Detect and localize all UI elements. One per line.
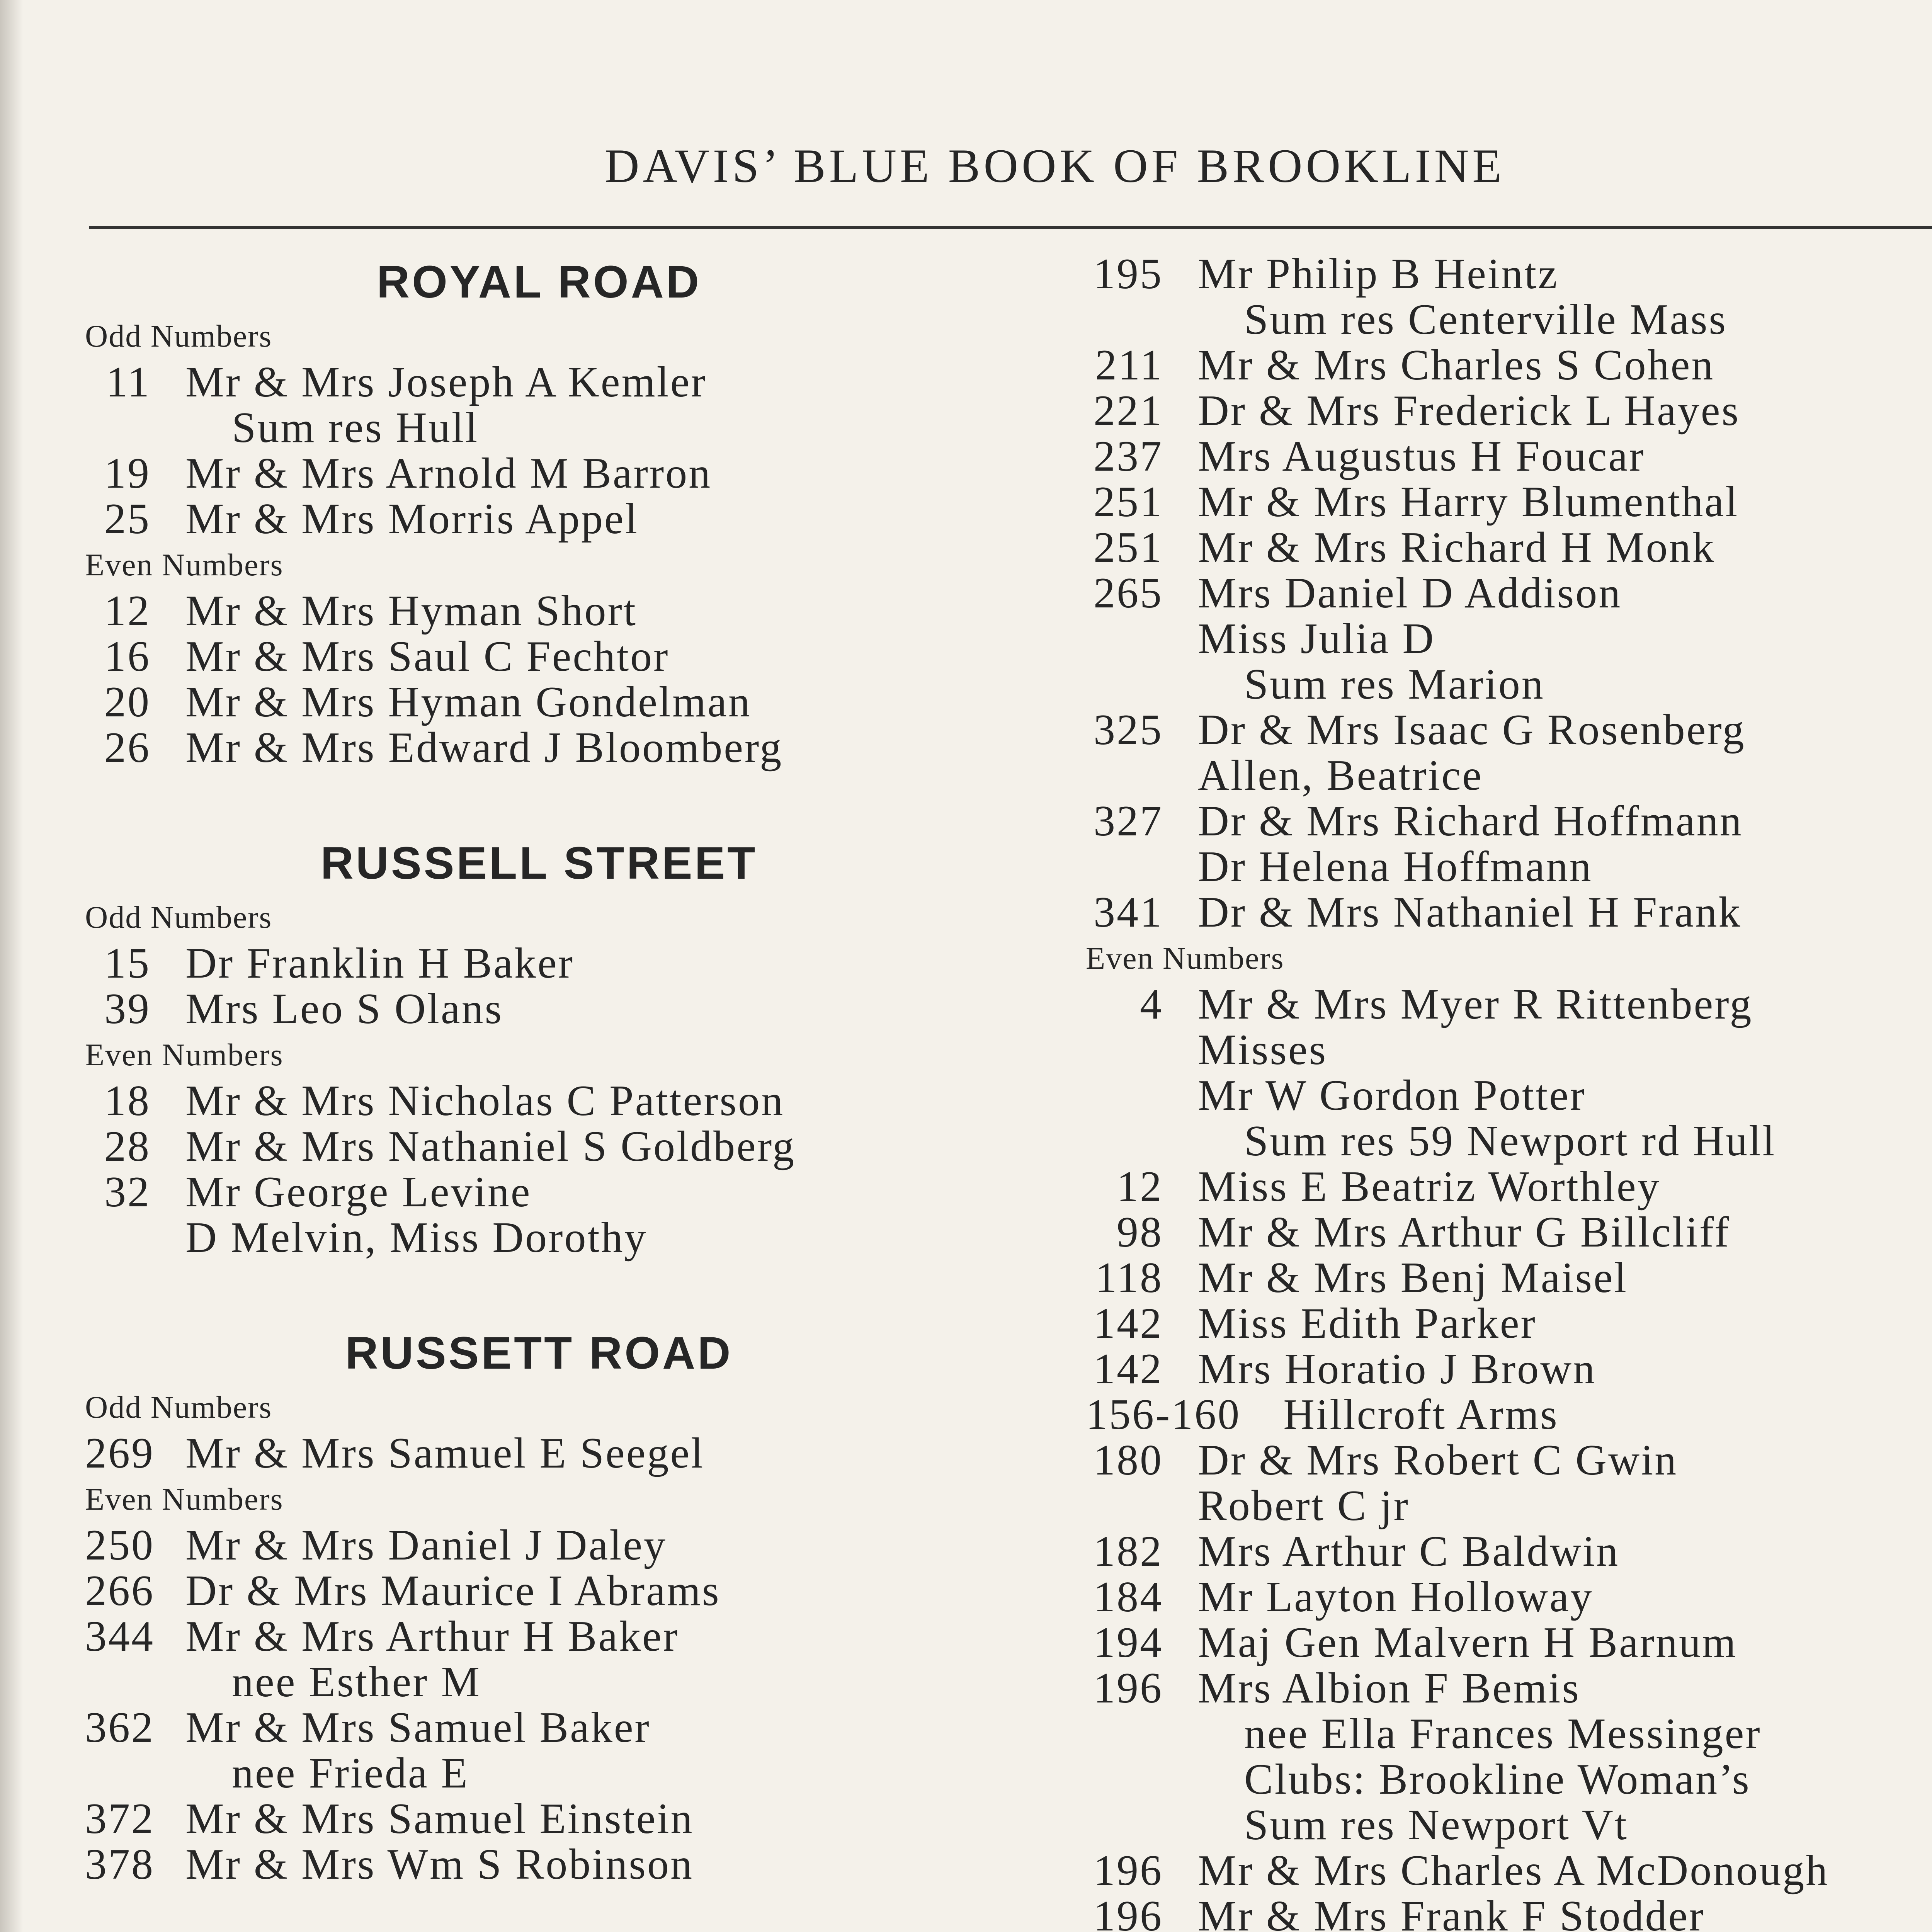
resident-lines	[1198, 707, 1932, 798]
resident-line: Dr & Mrs Richard Hoffmann	[1198, 797, 1743, 845]
directory-entry	[85, 359, 993, 451]
directory-entry	[85, 1169, 993, 1260]
house-number: 98	[1117, 1208, 1163, 1256]
resident-line: Sum res Marion	[1244, 660, 1545, 708]
house-number: 32	[104, 1168, 151, 1216]
street-title: RUSSELL STREET	[320, 838, 758, 889]
house-number: 221	[1094, 387, 1163, 435]
resident-lines	[1198, 251, 1932, 342]
resident-lines	[1198, 1346, 1932, 1392]
right-column	[1086, 251, 1932, 1932]
resident-line: Misses	[1198, 1026, 1328, 1074]
resident-line: Mr & Mrs Wm S Robinson	[185, 1840, 694, 1888]
resident-lines	[1198, 434, 1932, 479]
resident-lines	[1198, 1301, 1932, 1346]
street-section	[85, 1322, 993, 1887]
street-section	[85, 832, 993, 1260]
house-number: 327	[1094, 797, 1163, 845]
directory-entry	[1086, 1529, 1932, 1574]
page-binding-shadow	[0, 0, 23, 1932]
resident-line: nee Esther M	[232, 1658, 481, 1706]
directory-entry	[85, 1568, 993, 1614]
resident-line: Sum res 59 Newport rd Hull	[1244, 1117, 1776, 1165]
resident-line: Maj Gen Malvern H Barnum	[1198, 1619, 1738, 1667]
header-rule	[89, 226, 1932, 229]
number-group-label: Even Numbers	[85, 547, 284, 582]
resident-line: Dr Helena Hoffmann	[1198, 843, 1593, 891]
resident-line: Miss E Beatriz Worthley	[1198, 1163, 1661, 1211]
directory-entry	[1086, 798, 1932, 889]
resident-line: Mr & Mrs Joseph A Kemler	[185, 358, 707, 406]
resident-line: Mr & Mrs Hyman Gondelman	[185, 678, 752, 726]
resident-line: Robert C jr	[1198, 1482, 1410, 1530]
resident-line: Mrs Horatio J Brown	[1198, 1345, 1597, 1393]
resident-lines	[185, 1124, 993, 1169]
resident-line: Mr & Mrs Myer R Rittenberg	[1198, 980, 1753, 1028]
house-number: 118	[1095, 1254, 1163, 1302]
directory-entry	[85, 1522, 993, 1568]
resident-lines	[185, 1078, 993, 1124]
directory-entry	[1086, 1392, 1932, 1437]
resident-lines	[1198, 1164, 1932, 1209]
resident-line: Mrs Albion F Bemis	[1198, 1664, 1580, 1712]
resident-lines	[185, 1522, 993, 1568]
directory-entry	[1086, 707, 1932, 798]
resident-line: Sum res Centerville Mass	[1244, 296, 1728, 344]
house-number: 362	[85, 1704, 155, 1752]
directory-entry	[1086, 251, 1932, 342]
resident-lines	[1198, 981, 1932, 1164]
resident-lines	[1198, 1620, 1932, 1665]
house-number: 372	[85, 1795, 155, 1843]
number-group-label: Odd Numbers	[85, 1389, 272, 1425]
resident-lines	[1198, 1665, 1932, 1848]
resident-lines	[185, 451, 993, 496]
house-number: 325	[1094, 706, 1163, 754]
house-number: 19	[104, 449, 151, 497]
resident-lines	[185, 634, 993, 679]
house-number: 142	[1094, 1299, 1163, 1347]
house-number: 15	[104, 939, 151, 987]
number-group-label: Even Numbers	[1086, 940, 1284, 976]
resident-lines	[185, 1430, 993, 1476]
directory-entry	[85, 940, 993, 986]
resident-lines	[185, 1705, 993, 1796]
directory-entry	[85, 496, 993, 542]
resident-line: Dr Franklin H Baker	[185, 939, 575, 987]
directory-entry	[85, 1705, 993, 1796]
resident-line: Mr Layton Holloway	[1198, 1573, 1594, 1621]
number-group-label: Odd Numbers	[85, 900, 272, 935]
directory-entry	[85, 725, 993, 770]
resident-line: Mr & Mrs Harry Blumenthal	[1198, 478, 1739, 526]
resident-line: Mr & Mrs Nicholas C Patterson	[185, 1077, 785, 1125]
resident-line: Mr George Levine	[185, 1168, 532, 1216]
resident-line: Mr & Mrs Frank F Stodder	[1198, 1892, 1705, 1932]
resident-line: Sum res Hull	[232, 404, 479, 452]
resident-line: Allen, Beatrice	[1198, 752, 1483, 799]
resident-lines	[1198, 798, 1932, 889]
resident-line: Mr & Mrs Morris Appel	[185, 495, 639, 543]
resident-lines	[1198, 388, 1932, 434]
street-title: ROYAL ROAD	[376, 257, 702, 308]
resident-lines	[185, 588, 993, 634]
resident-lines	[1198, 479, 1932, 525]
resident-lines	[185, 679, 993, 725]
resident-lines	[185, 359, 993, 451]
directory-entry	[1086, 525, 1932, 570]
resident-line: nee Ella Frances Messinger	[1244, 1710, 1762, 1758]
resident-lines	[185, 496, 993, 542]
directory-entry	[85, 986, 993, 1032]
resident-lines	[1198, 889, 1932, 935]
directory-entry	[85, 1842, 993, 1887]
house-number: 265	[1094, 569, 1163, 617]
resident-lines	[185, 1614, 993, 1705]
directory-entry	[1086, 1255, 1932, 1301]
resident-lines	[185, 1568, 993, 1614]
resident-lines	[1283, 1392, 1932, 1437]
directory-entry	[1086, 1346, 1932, 1392]
directory-entry	[1086, 1301, 1932, 1346]
resident-line: Mr & Mrs Daniel J Daley	[185, 1521, 667, 1569]
resident-line: Sum res Newport Vt	[1244, 1801, 1628, 1849]
number-group-label: Odd Numbers	[85, 318, 272, 354]
resident-line: Mrs Arthur C Baldwin	[1198, 1527, 1620, 1575]
resident-line: Mr & Mrs Charles S Cohen	[1198, 341, 1715, 389]
resident-line: Mr & Mrs Benj Maisel	[1198, 1254, 1628, 1302]
street-section	[85, 251, 993, 770]
directory-entry	[1086, 1574, 1932, 1620]
resident-lines	[1198, 1209, 1932, 1255]
directory-entry	[85, 1124, 993, 1169]
directory-entry	[85, 1614, 993, 1705]
resident-line: Mr & Mrs Charles A McDonough	[1198, 1847, 1829, 1895]
resident-line: Mr W Gordon Potter	[1198, 1071, 1586, 1119]
house-number: 142	[1094, 1345, 1163, 1393]
directory-entry	[1086, 570, 1932, 707]
page-title: DAVIS’ BLUE BOOK OF BROOKLINE	[604, 139, 1505, 192]
resident-lines	[1198, 1848, 1932, 1893]
resident-line: Dr & Mrs Isaac G Rosenberg	[1198, 706, 1746, 754]
directory-entry	[1086, 1848, 1932, 1893]
house-number: 4	[1140, 980, 1163, 1028]
house-number: 196	[1094, 1892, 1163, 1932]
house-number: 196	[1094, 1847, 1163, 1895]
directory-entry	[1086, 479, 1932, 525]
resident-line: Mrs Augustus H Foucar	[1198, 432, 1645, 480]
resident-line: nee Frieda E	[232, 1749, 469, 1797]
number-group-label: Even Numbers	[85, 1481, 284, 1517]
house-number: 12	[1117, 1163, 1163, 1211]
resident-line: Mr & Mrs Arthur G Billcliff	[1198, 1208, 1731, 1256]
street-title: RUSSETT ROAD	[345, 1328, 733, 1379]
house-number: 180	[1094, 1436, 1163, 1484]
resident-line: Mr & Mrs Saul C Fechtor	[185, 633, 670, 680]
resident-line: Mr & Mrs Samuel Einstein	[185, 1795, 694, 1843]
house-number: 156-160	[1086, 1391, 1241, 1439]
directory-entry	[85, 1796, 993, 1842]
resident-line: Miss Edith Parker	[1198, 1299, 1537, 1347]
resident-lines	[185, 1796, 993, 1842]
directory-entry	[85, 634, 993, 679]
house-number: 195	[1094, 250, 1163, 298]
page-header	[89, 135, 1932, 205]
resident-lines	[1198, 1255, 1932, 1301]
resident-line: Mr & Mrs Arthur H Baker	[185, 1612, 679, 1660]
directory-entry	[85, 1078, 993, 1124]
resident-line: Mr & Mrs Samuel Baker	[185, 1704, 651, 1752]
resident-lines	[1198, 342, 1932, 388]
resident-line: Miss Julia D	[1198, 615, 1435, 663]
resident-line: Dr & Mrs Robert C Gwin	[1198, 1436, 1678, 1484]
street-section	[1086, 251, 1932, 1932]
left-column	[85, 251, 993, 1932]
resident-lines	[1198, 1437, 1932, 1529]
directory-entry	[1086, 889, 1932, 935]
house-number: 18	[104, 1077, 151, 1125]
directory-entry	[1086, 434, 1932, 479]
resident-lines	[1198, 1893, 1932, 1932]
house-number: 269	[85, 1429, 155, 1477]
house-number: 16	[104, 633, 151, 680]
resident-line: Mr & Mrs Richard H Monk	[1198, 524, 1716, 571]
house-number: 11	[106, 358, 151, 406]
house-number: 250	[85, 1521, 155, 1569]
resident-line: Mr Philip B Heintz	[1198, 250, 1559, 298]
directory-entry	[1086, 1209, 1932, 1255]
house-number: 184	[1094, 1573, 1163, 1621]
resident-line: Mr & Mrs Arnold M Barron	[185, 449, 712, 497]
directory-entry	[85, 1430, 993, 1476]
house-number: 39	[104, 985, 151, 1033]
house-number: 20	[104, 678, 151, 726]
resident-line: Mrs Daniel D Addison	[1198, 569, 1622, 617]
resident-line: Dr & Mrs Maurice I Abrams	[185, 1567, 721, 1615]
house-number: 211	[1095, 341, 1163, 389]
resident-lines	[1198, 1574, 1932, 1620]
house-number: 344	[85, 1612, 155, 1660]
house-number: 182	[1094, 1527, 1163, 1575]
resident-lines	[1198, 525, 1932, 570]
resident-lines	[185, 725, 993, 770]
resident-lines	[185, 986, 993, 1032]
directory-entry	[1086, 342, 1932, 388]
house-number: 378	[85, 1840, 155, 1888]
directory-entry	[1086, 1893, 1932, 1932]
resident-line: Mr & Mrs Samuel E Seegel	[185, 1429, 705, 1477]
directory-entry	[1086, 388, 1932, 434]
house-number: 251	[1094, 524, 1163, 571]
house-number: 12	[104, 587, 151, 635]
resident-line: Hillcroft Arms	[1283, 1391, 1559, 1439]
resident-line: Clubs: Brookline Woman’s	[1244, 1755, 1751, 1803]
house-number: 341	[1094, 888, 1163, 936]
resident-line: Mr & Mrs Edward J Bloomberg	[185, 724, 783, 772]
house-number: 196	[1094, 1664, 1163, 1712]
directory-entry	[85, 451, 993, 496]
resident-line: D Melvin, Miss Dorothy	[185, 1214, 648, 1262]
house-number: 28	[104, 1122, 151, 1170]
directory-entry	[1086, 1620, 1932, 1665]
resident-lines	[185, 1169, 993, 1260]
house-number: 237	[1094, 432, 1163, 480]
house-number: 26	[104, 724, 151, 772]
resident-lines	[185, 940, 993, 986]
directory-entry	[85, 588, 993, 634]
resident-lines	[1198, 1529, 1932, 1574]
house-number: 251	[1094, 478, 1163, 526]
directory-entry	[1086, 1665, 1932, 1848]
resident-lines	[185, 1842, 993, 1887]
resident-line: Mr & Mrs Hyman Short	[185, 587, 637, 635]
number-group-label: Even Numbers	[85, 1037, 284, 1072]
directory-entry	[1086, 1164, 1932, 1209]
resident-line: Mr & Mrs Nathaniel S Goldberg	[185, 1122, 796, 1170]
directory-entry	[1086, 981, 1932, 1164]
house-number: 25	[104, 495, 151, 543]
resident-line: Mrs Leo S Olans	[185, 985, 503, 1033]
house-number: 194	[1094, 1619, 1163, 1667]
directory-entry	[1086, 1437, 1932, 1529]
resident-lines	[1198, 570, 1932, 707]
resident-line: Dr & Mrs Nathaniel H Frank	[1198, 888, 1742, 936]
house-number: 266	[85, 1567, 155, 1615]
resident-line: Dr & Mrs Frederick L Hayes	[1198, 387, 1740, 435]
directory-entry	[85, 679, 993, 725]
